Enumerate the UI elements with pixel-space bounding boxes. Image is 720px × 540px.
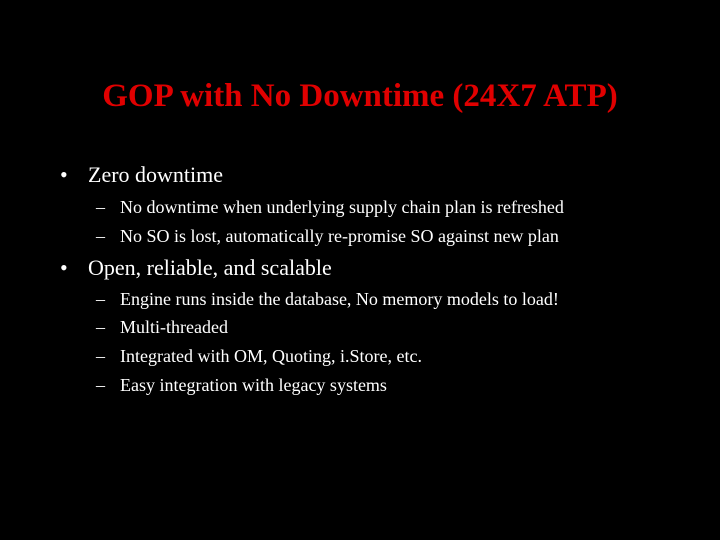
subitem xyxy=(96,288,559,310)
bullet-zero-downtime xyxy=(60,162,223,188)
subitem-marker: – xyxy=(96,197,105,217)
slide-title: GOP with No Downtime (24X7 ATP) xyxy=(102,78,618,114)
subitem xyxy=(96,345,422,367)
subitem-text: Engine runs inside the database, No memory models to load! xyxy=(120,289,559,309)
bullet-text: Open, reliable, and scalable xyxy=(88,255,332,280)
bullet-marker: • xyxy=(60,255,68,280)
bullet-marker: • xyxy=(60,162,68,187)
subitem xyxy=(96,374,387,396)
subitem-marker: – xyxy=(96,346,105,366)
subitem xyxy=(96,225,559,247)
subitem-text: Multi-threaded xyxy=(120,317,228,337)
subitem xyxy=(96,316,228,338)
subitem-text: No SO is lost, automatically re-promise SO against new plan xyxy=(120,226,559,246)
subitem-marker: – xyxy=(96,226,105,246)
subitem xyxy=(96,196,564,218)
subitem-marker: – xyxy=(96,317,105,337)
subitem-text: Integrated with OM, Quoting, i.Store, etc. xyxy=(120,346,422,366)
bullet-open-reliable-scalable xyxy=(60,255,332,281)
subitem-text: Easy integration with legacy systems xyxy=(120,375,387,395)
subitem-marker: – xyxy=(96,375,105,395)
bullet-text: Zero downtime xyxy=(88,162,224,187)
subitem-marker: – xyxy=(96,289,105,309)
subitem-text: No downtime when underlying supply chain plan is refreshed xyxy=(120,197,564,217)
